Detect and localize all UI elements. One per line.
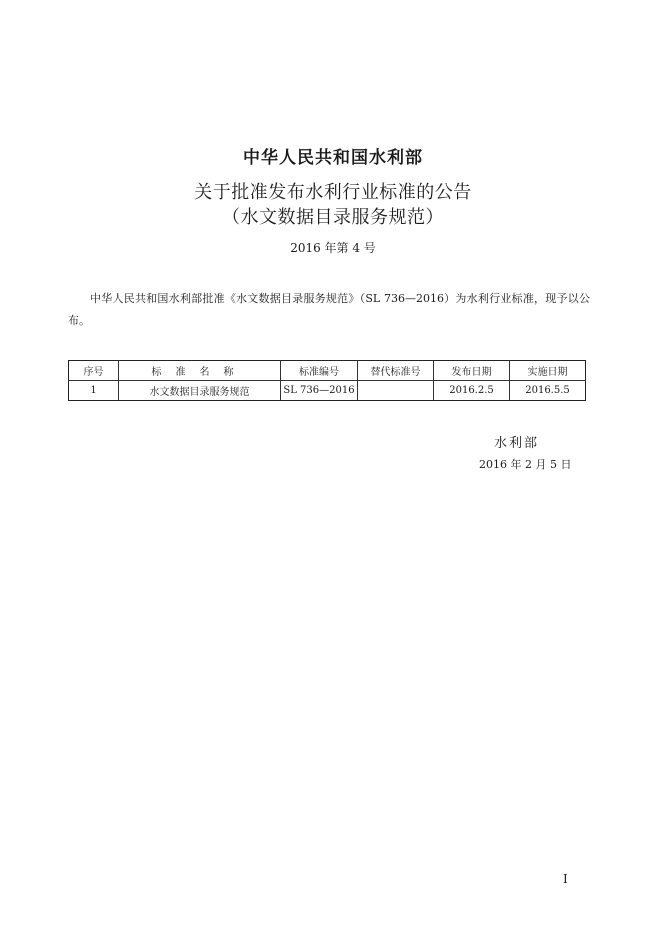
announcement-number: 2016 年第 4 号 (290, 241, 376, 255)
announcement-title: 关于批准发布水利行业标准的公告 (194, 182, 472, 203)
cell-serial: 1 (69, 381, 119, 401)
col-header-standard-name: 标准名称 (119, 361, 281, 381)
cell-standard-name: 水文数据目录服务规范 (119, 381, 281, 401)
col-header-publish-date: 发布日期 (434, 361, 510, 381)
body-paragraph: 中华人民共和国水利部批准《水文数据目录服务规范》（SL 736—2016）为水利行业标准，现予以公布。 (68, 292, 590, 327)
cell-publish-date: 2016.2.5 (434, 381, 510, 401)
ministry-heading: 中华人民共和国水利部 (243, 148, 423, 168)
table-header-row (69, 361, 586, 381)
signature-organization: 水利部 (494, 436, 540, 451)
col-header-replaced-standard: 替代标准号 (358, 361, 434, 381)
col-header-standard-number: 标准编号 (281, 361, 358, 381)
cell-effective-date: 2016.5.5 (510, 381, 586, 401)
standards-table (68, 360, 586, 401)
table-row (69, 381, 586, 401)
col-header-serial: 序号 (69, 361, 119, 381)
signature-date: 2016 年 2 月 5 日 (479, 458, 572, 471)
page-number: I (563, 872, 568, 886)
col-header-effective-date: 实施日期 (510, 361, 586, 381)
cell-replaced-standard (358, 381, 434, 401)
announcement-subtitle: （水文数据目录服务规范） (222, 207, 444, 228)
cell-standard-number: SL 736—2016 (281, 381, 358, 401)
